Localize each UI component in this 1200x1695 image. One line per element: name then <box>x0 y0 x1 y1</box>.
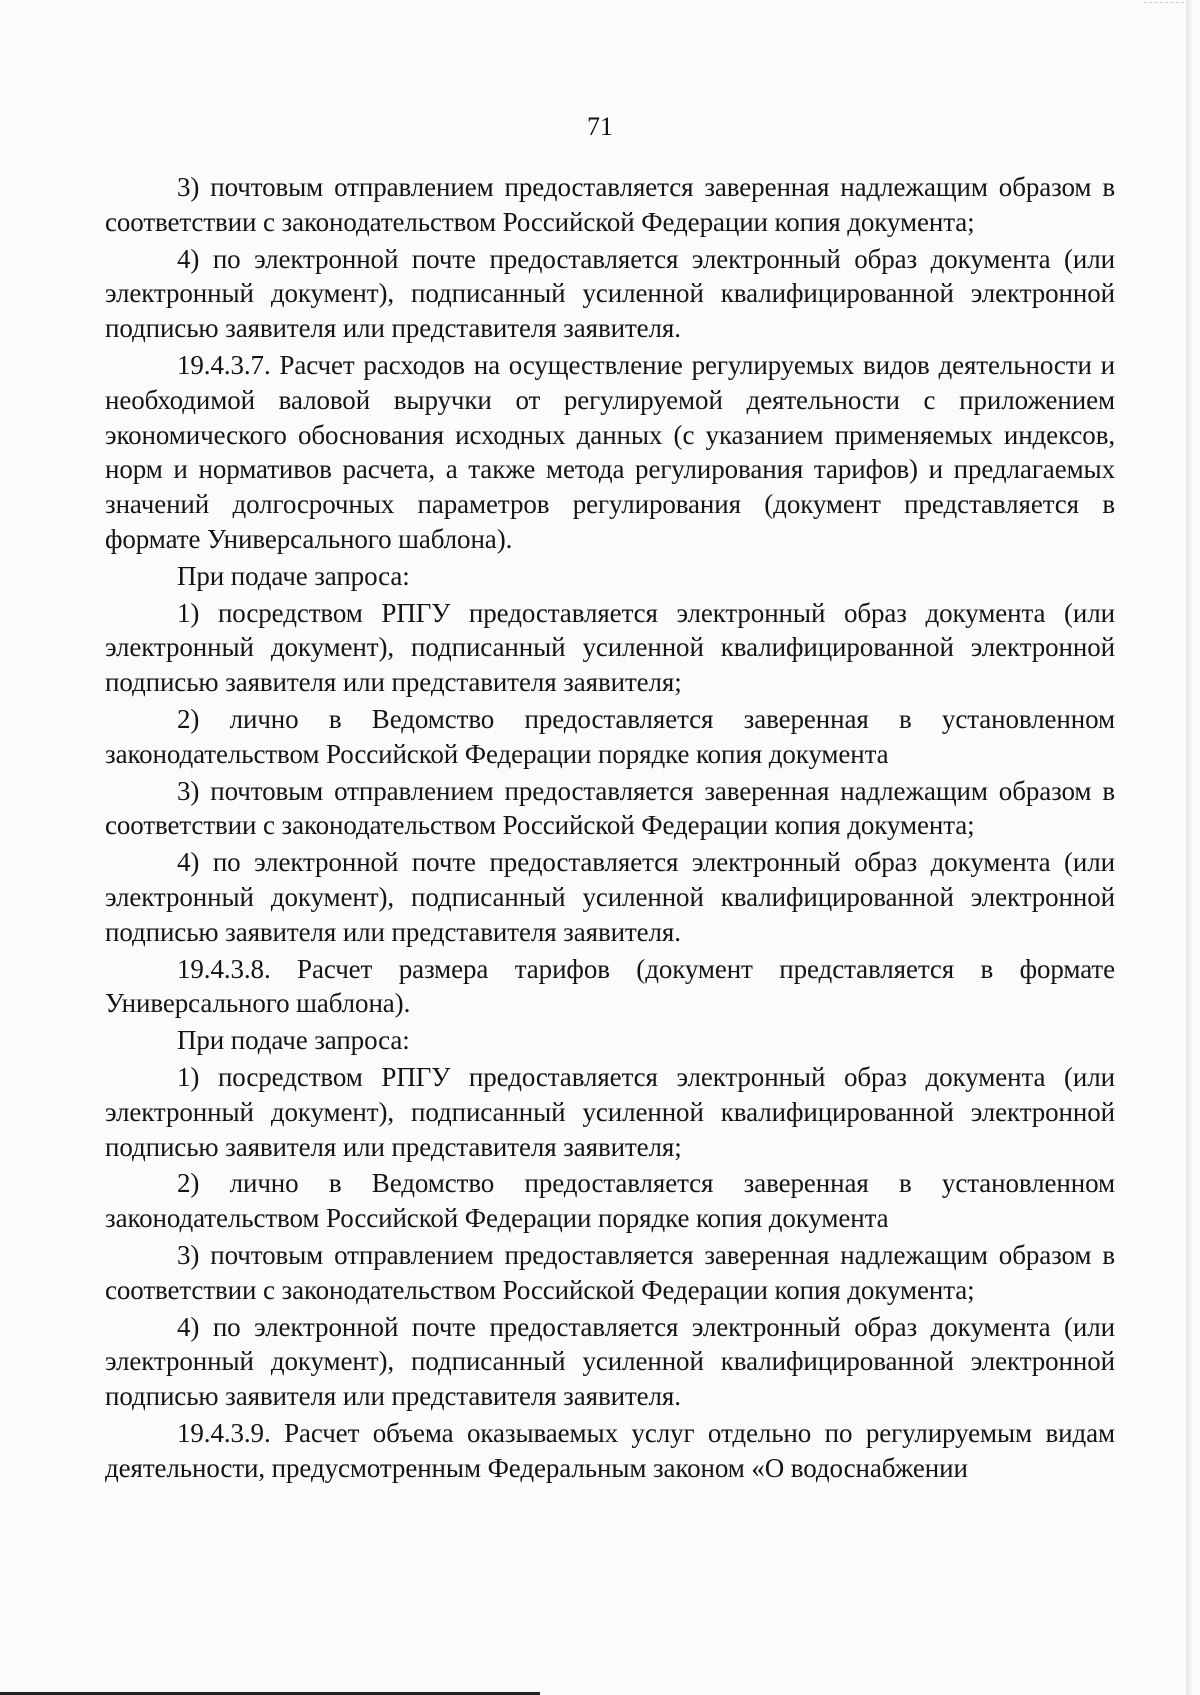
paragraph-2: 4) по электронной почте предоставляется электронный образ документа (или электронный документ), подписанный усиленной квалифицированной электронной подписью заявителя или представителя заявителя. <box>105 243 1115 344</box>
paragraph-5: 1) посредством РПГУ предоставляется электронный образ документа (или электронный документ), подписанный усиленной квалифицированной электронной подписью заявителя или представителя заявителя; <box>105 597 1115 698</box>
scan-artifact-dash <box>1144 2 1184 4</box>
paragraph-4: При подаче запроса: <box>177 560 410 591</box>
paragraph-9: 19.4.3.8. Расчет размера тарифов (документ представляется в формате Универсального шаблона). <box>105 953 1115 1019</box>
paragraph-8: 4) по электронной почте предоставляется электронный образ документа (или электронный документ), подписанный усиленной квалифицированной электронной подписью заявителя или представителя заявителя. <box>105 847 1115 947</box>
paragraph-11: 1) посредством РПГУ предоставляется электронный образ документа (или электронный документ), подписанный усиленной квалифицированной электронной подписью заявителя или представителя заявителя; <box>105 1061 1115 1162</box>
page-number: 71 <box>587 112 613 141</box>
paragraph-1: 3) почтовым отправлением предоставляется заверенная надлежащим образом в соответствии с законодательством Российской Федерации копия документа; <box>105 172 1115 237</box>
paragraph-13: 3) почтовым отправлением предоставляется заверенная надлежащим образом в соответствии с законодательством Российской Федерации копия документа; <box>105 1239 1115 1305</box>
scan-edge-shadow <box>1186 0 1192 1695</box>
paragraph-6: 2) лично в Ведомство предоставляется заверенная в установленном законодательством Российской Федерации порядке копия документа <box>105 703 1115 769</box>
paragraph-3: 19.4.3.7. Расчет расходов на осуществление регулируемых видов деятельности и необходимой валовой выручки от регулируемой деятельности с приложением экономического обоснования исходных данных (с указанием применяемых индексов, норм и нормативов расчета, а также метода регулирования тарифов) и предлагаемых значений долгосрочных параметров регулирования (документ представляется в формате Универсального шаблона). <box>105 349 1115 554</box>
paragraph-7: 3) почтовым отправлением предоставляется заверенная надлежащим образом в соответствии с законодательством Российской Федерации копия документа; <box>105 775 1115 841</box>
paragraph-15: 19.4.3.9. Расчет объема оказываемых услуг отдельно по регулируемым видам деятельности, предусмотренным Федеральным законом «О водоснабжении <box>105 1417 1115 1483</box>
document-body <box>105 170 1115 1487</box>
paragraph-14: 4) по электронной почте предоставляется электронный образ документа (или электронный документ), подписанный усиленной квалифицированной электронной подписью заявителя или представителя заявителя. <box>105 1311 1115 1412</box>
paragraph-10: При подаче запроса: <box>177 1025 410 1056</box>
paragraph-12: 2) лично в Ведомство предоставляется заверенная в установленном законодательством Российской Федерации порядке копия документа <box>105 1168 1115 1234</box>
